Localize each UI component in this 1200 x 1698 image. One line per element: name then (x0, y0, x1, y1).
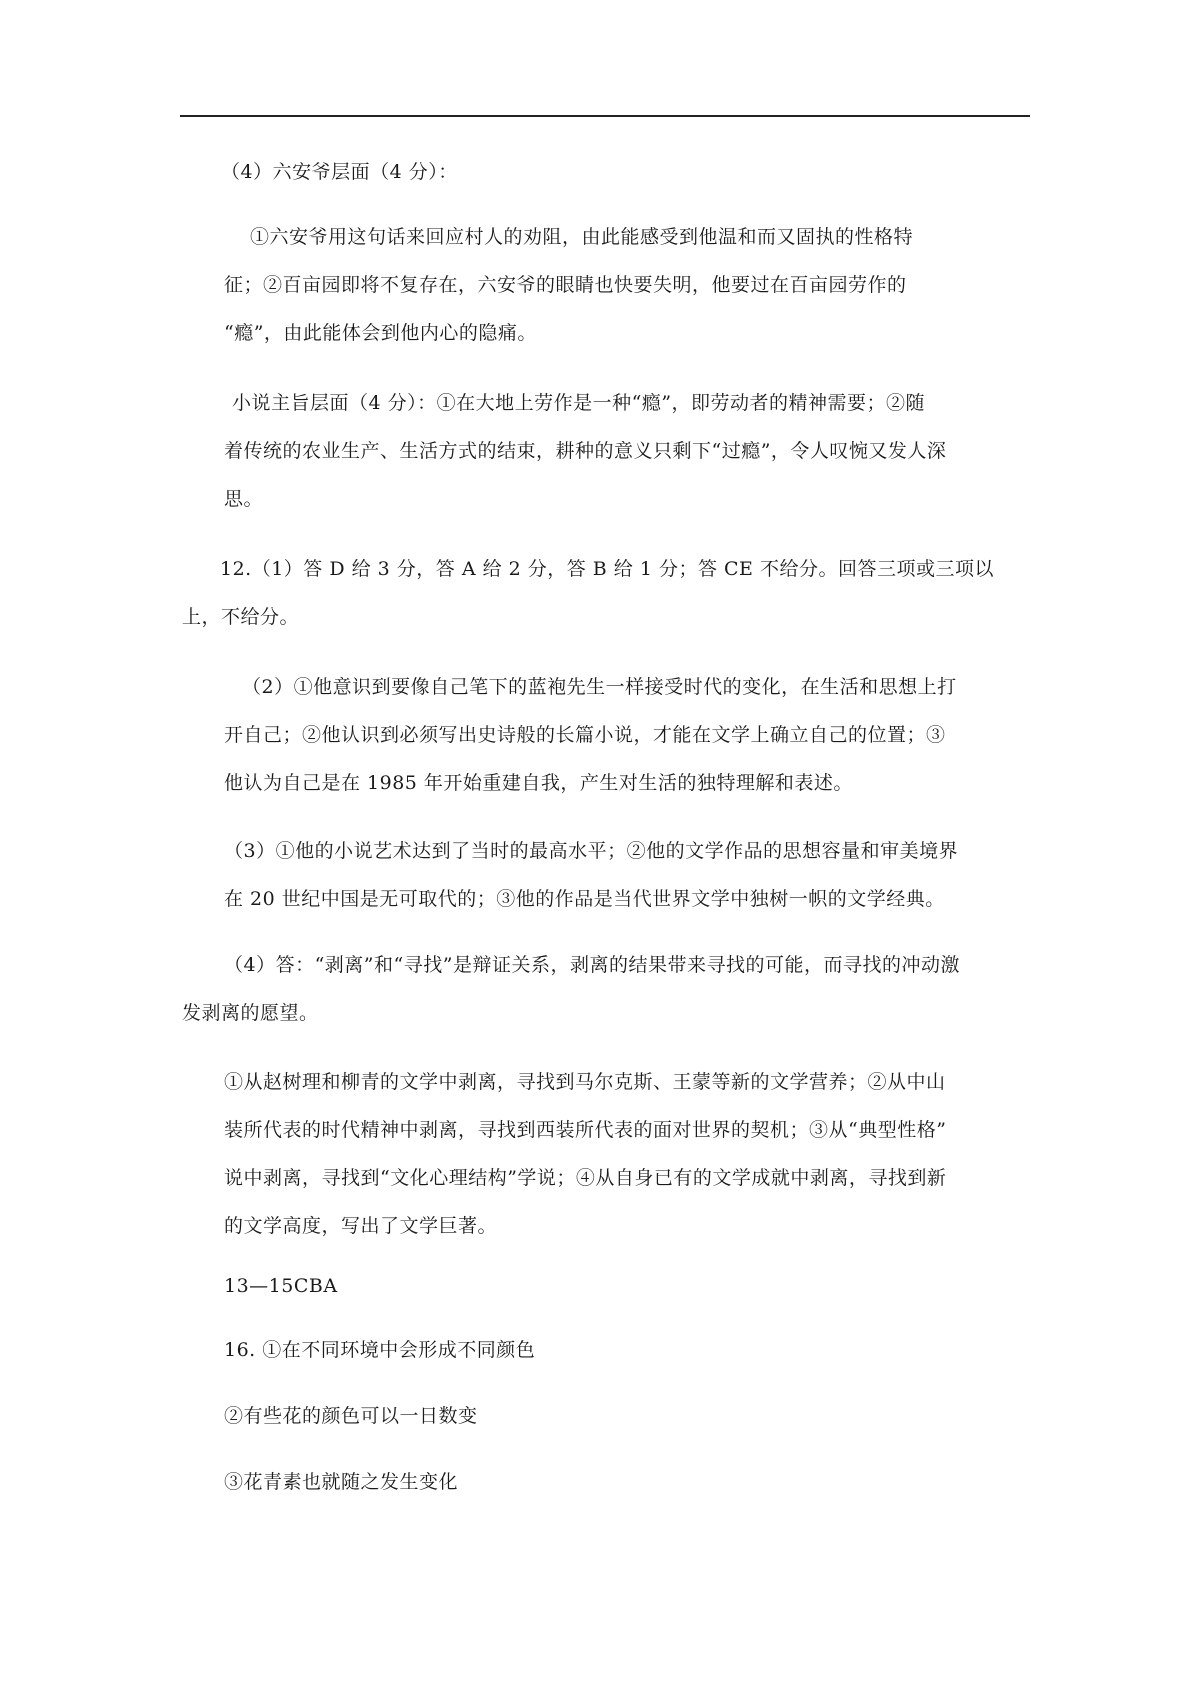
q12-part4-points (224, 1058, 946, 1250)
text-line: （4）答：“剥离”和“寻找”是辩证关系，剥离的结果带来寻找的可能，而寻找的冲动激 (224, 954, 960, 976)
q12-part1-paragraph (182, 545, 994, 641)
text-line: 征；②百亩园即将不复存在，六安爷的眼睛也快要失明，他要过在百亩园劳作的 (224, 274, 907, 296)
q12-part4-paragraph (182, 941, 960, 1037)
header-rule (180, 115, 1030, 117)
text-line: 说中剥离，寻找到“文化心理结构”学说；④从自身已有的文学成就中剥离，寻找到新 (224, 1167, 947, 1189)
q11-part4-heading (221, 148, 458, 196)
text-line: “瘾”，由此能体会到他内心的隐痛。 (224, 322, 537, 344)
text-line: 的文学高度，写出了文学巨著。 (224, 1215, 498, 1237)
text-line: 开自己；②他认识到必须写出史诗般的长篇小说，才能在文学上确立自己的位置；③ (224, 724, 946, 746)
text-line: ②有些花的颜色可以一日数变 (224, 1405, 478, 1427)
text-line: （4）六安爷层面（4 分）： (221, 161, 458, 183)
text-line: 在 20 世纪中国是无可取代的；③他的作品是当代世界文学中独树一帜的文学经典。 (224, 888, 945, 910)
text-line: 思。 (224, 488, 264, 510)
text-line: 着传统的农业生产、生活方式的结束，耕种的意义只剩下“过瘾”，令人叹惋又发人深 (224, 440, 947, 462)
text-line: 小说主旨层面（4 分）：①在大地上劳作是一种“瘾”，即劳动者的精神需要；②随 (232, 392, 926, 414)
text-line: ①从赵树理和柳青的文学中剥离，寻找到马尔克斯、王蒙等新的文学营养；②从中山 (224, 1071, 946, 1093)
q16-line1 (224, 1326, 535, 1374)
q12-part2-paragraph (224, 663, 957, 807)
text-line: ③花青素也就随之发生变化 (224, 1471, 459, 1493)
text-line: 上，不给分。 (182, 606, 300, 628)
text-line: （2）①他意识到要像自己笔下的蓝袍先生一样接受时代的变化，在生活和思想上打 (242, 676, 957, 698)
text-line: 他认为自己是在 1985 年开始重建自我，产生对生活的独特理解和表述。 (224, 772, 853, 794)
text-line: 12.（1）答 D 给 3 分，答 A 给 2 分，答 B 给 1 分；答 CE 不给分。回答三项或三项以 (220, 558, 994, 580)
q11-theme-paragraph (224, 379, 946, 523)
text-line: 装所代表的时代精神中剥离，寻找到西装所代表的面对世界的契机；③从“典型性格” (224, 1119, 947, 1141)
q16-line2 (224, 1392, 478, 1440)
text-line: 13—15CBA (224, 1275, 338, 1297)
q11-liuan-paragraph (224, 213, 913, 357)
text-line: （3）①他的小说艺术达到了当时的最高水平；②他的文学作品的思想容量和审美境界 (224, 840, 959, 862)
text-line: 发剥离的愿望。 (182, 1002, 319, 1024)
q12-part3-paragraph (224, 827, 958, 923)
text-line: 16. ①在不同环境中会形成不同颜色 (224, 1339, 536, 1361)
q16-line3 (224, 1458, 458, 1506)
text-line: ①六安爷用这句话来回应村人的劝阻，由此能感受到他温和而又固执的性格特 (250, 226, 914, 248)
q13-15-answer (224, 1262, 338, 1310)
